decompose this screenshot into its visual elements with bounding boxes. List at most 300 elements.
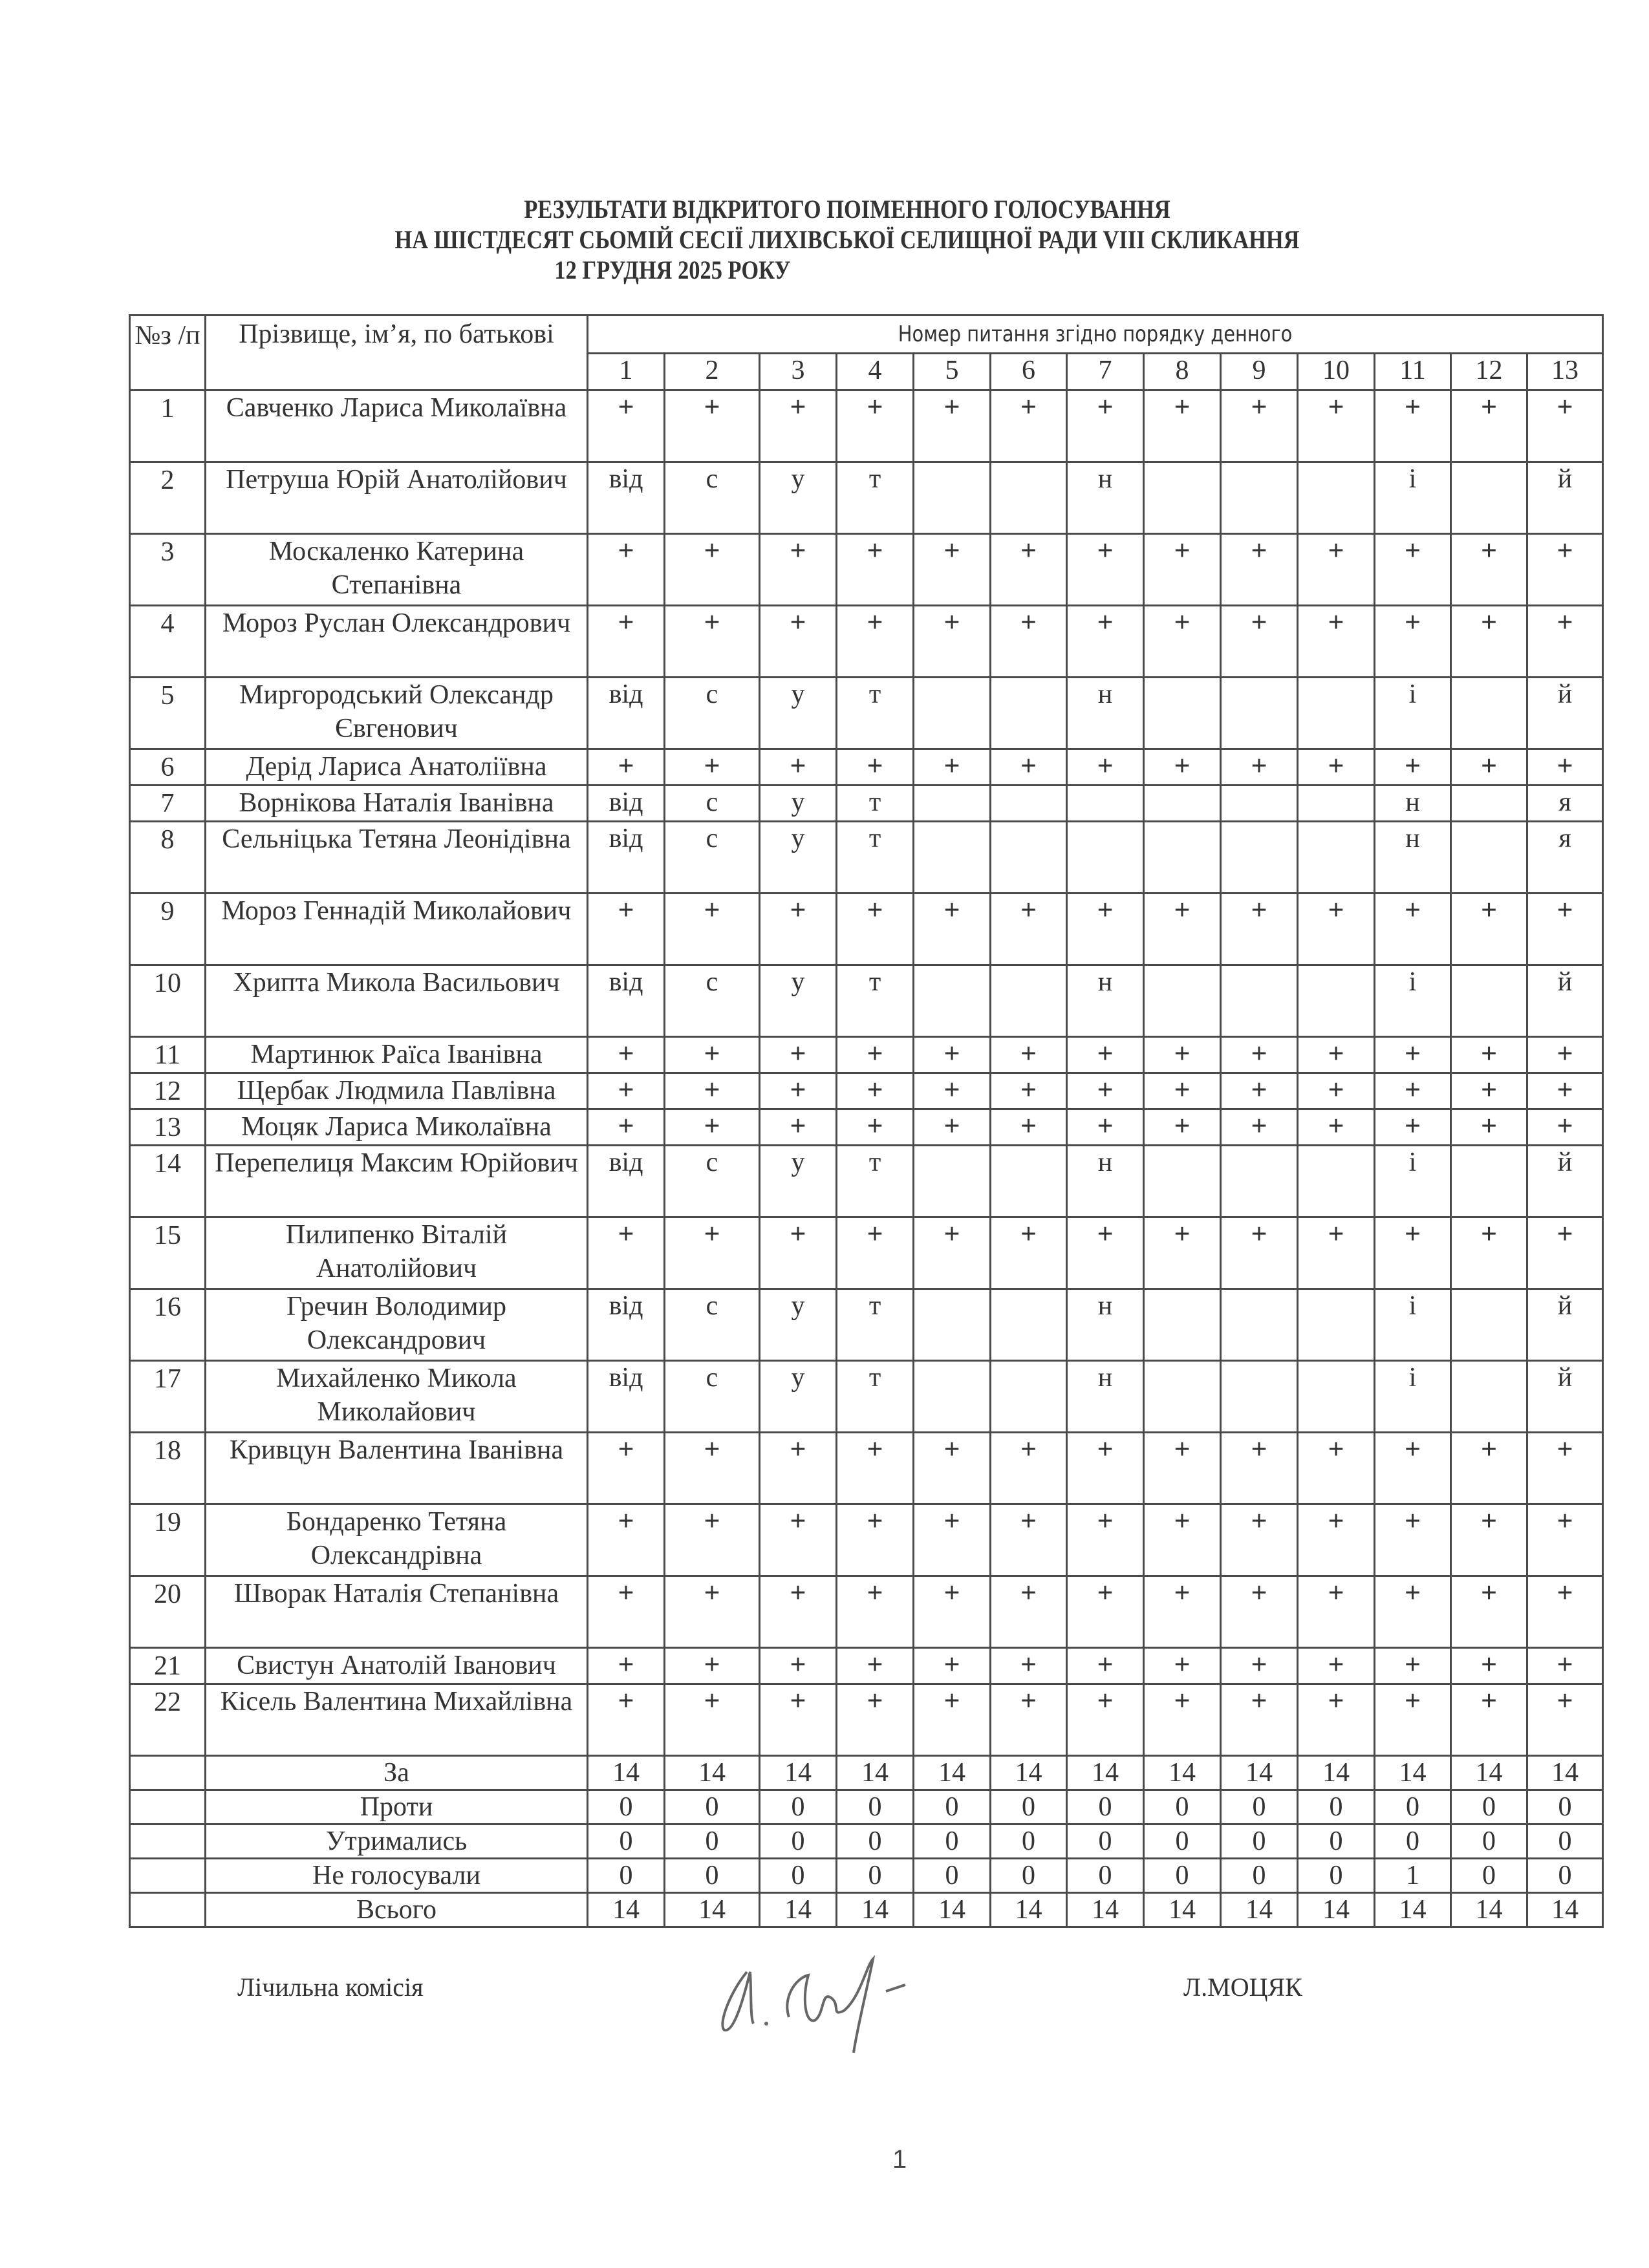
summary-value: 0 bbox=[588, 1824, 665, 1859]
vote-cell: + bbox=[665, 1073, 760, 1109]
table-row bbox=[130, 1073, 1603, 1109]
summary-value: 14 bbox=[837, 1893, 914, 1927]
vote-cell: й bbox=[1527, 965, 1603, 1037]
vote-cell: + bbox=[1298, 1576, 1375, 1648]
vote-cell bbox=[1144, 678, 1221, 749]
vote-cell: від bbox=[588, 786, 665, 822]
vote-cell: + bbox=[1375, 893, 1451, 965]
vote-cell: й bbox=[1527, 1361, 1603, 1433]
vote-cell bbox=[1067, 822, 1144, 893]
vote-cell: + bbox=[914, 534, 991, 606]
vote-cell bbox=[1221, 786, 1298, 822]
row-number: 10 bbox=[130, 965, 206, 1037]
vote-cell: + bbox=[1375, 1109, 1451, 1146]
member-name: Кривцун Валентина Іванівна bbox=[206, 1433, 588, 1504]
summary-value: 0 bbox=[760, 1790, 837, 1824]
vote-cell: + bbox=[760, 1073, 837, 1109]
vote-cell: + bbox=[837, 749, 914, 786]
vote-cell: т bbox=[837, 822, 914, 893]
vote-cell bbox=[1221, 1289, 1298, 1361]
vote-cell: + bbox=[991, 1504, 1067, 1576]
vote-cell bbox=[1451, 965, 1527, 1037]
vote-cell: + bbox=[1298, 1037, 1375, 1073]
vote-cell: с bbox=[665, 1289, 760, 1361]
vote-cell: т bbox=[837, 965, 914, 1037]
summary-value: 1 bbox=[1375, 1859, 1451, 1893]
vote-cell: + bbox=[991, 1576, 1067, 1648]
vote-cell bbox=[1298, 1361, 1375, 1433]
member-name: Мартинюк Раїса Іванівна bbox=[206, 1037, 588, 1073]
vote-cell: + bbox=[1375, 1684, 1451, 1756]
row-number: 17 bbox=[130, 1361, 206, 1433]
summary-empty-cell bbox=[130, 1893, 206, 1927]
summary-value: 14 bbox=[1527, 1893, 1603, 1927]
summary-value: 0 bbox=[1067, 1790, 1144, 1824]
vote-cell: + bbox=[914, 1684, 991, 1756]
vote-cell: + bbox=[837, 1217, 914, 1289]
vote-cell: + bbox=[760, 606, 837, 678]
member-name: Петруша Юрій Анатолійович bbox=[206, 462, 588, 534]
summary-value: 0 bbox=[588, 1859, 665, 1893]
vote-cell: + bbox=[1527, 1433, 1603, 1504]
vote-cell bbox=[914, 1361, 991, 1433]
row-number: 5 bbox=[130, 678, 206, 749]
vote-cell: + bbox=[1375, 1217, 1451, 1289]
summary-label: Всього bbox=[206, 1893, 588, 1927]
vote-cell: + bbox=[1067, 1684, 1144, 1756]
vote-cell bbox=[1067, 786, 1144, 822]
vote-cell bbox=[1451, 786, 1527, 822]
table-row bbox=[130, 1684, 1603, 1756]
document-date: 12 ГРУДНЯ 2025 РОКУ bbox=[554, 255, 791, 284]
vote-cell: + bbox=[1221, 1684, 1298, 1756]
summary-value: 14 bbox=[588, 1756, 665, 1790]
member-name: Мороз Руслан Олександрович bbox=[206, 606, 588, 678]
vote-cell: + bbox=[991, 1037, 1067, 1073]
vote-cell: у bbox=[760, 1289, 837, 1361]
vote-cell: + bbox=[837, 1504, 914, 1576]
vote-cell: + bbox=[588, 749, 665, 786]
vote-cell: + bbox=[914, 1648, 991, 1684]
vote-cell: від bbox=[588, 965, 665, 1037]
vote-cell: + bbox=[1527, 1217, 1603, 1289]
row-number: 14 bbox=[130, 1146, 206, 1217]
vote-cell: й bbox=[1527, 462, 1603, 534]
vote-cell: + bbox=[588, 534, 665, 606]
table-row bbox=[130, 893, 1603, 965]
table-row bbox=[130, 1361, 1603, 1433]
vote-cell: + bbox=[837, 1037, 914, 1073]
vote-cell bbox=[1144, 1146, 1221, 1217]
vote-cell: + bbox=[760, 893, 837, 965]
vote-cell bbox=[991, 1361, 1067, 1433]
vote-cell: + bbox=[1221, 390, 1298, 462]
vote-cell bbox=[1221, 462, 1298, 534]
header-full-name: Прізвище, ім’я, по батькові bbox=[206, 316, 588, 390]
vote-cell: + bbox=[665, 1684, 760, 1756]
member-name: Кісель Валентина Михайлівна bbox=[206, 1684, 588, 1756]
vote-cell: + bbox=[914, 1576, 991, 1648]
summary-value: 0 bbox=[1298, 1859, 1375, 1893]
vote-cell: я bbox=[1527, 822, 1603, 893]
vote-cell: + bbox=[760, 1433, 837, 1504]
vote-cell: + bbox=[588, 1684, 665, 1756]
vote-cell: + bbox=[1375, 1576, 1451, 1648]
row-number: 19 bbox=[130, 1504, 206, 1576]
vote-cell: від bbox=[588, 462, 665, 534]
vote-cell: + bbox=[1298, 1504, 1375, 1576]
vote-cell: + bbox=[837, 1684, 914, 1756]
vote-cell: + bbox=[1375, 1648, 1451, 1684]
vote-cell: + bbox=[588, 1648, 665, 1684]
vote-cell: + bbox=[1527, 749, 1603, 786]
vote-cell: + bbox=[1067, 390, 1144, 462]
vote-cell: + bbox=[665, 1037, 760, 1073]
vote-cell: + bbox=[1527, 1109, 1603, 1146]
vote-cell: н bbox=[1375, 822, 1451, 893]
member-name: Сельніцька Тетяна Леонідівна bbox=[206, 822, 588, 893]
vote-cell: + bbox=[991, 1684, 1067, 1756]
table-row bbox=[130, 1289, 1603, 1361]
vote-cell: + bbox=[588, 1217, 665, 1289]
vote-cell: + bbox=[1527, 1037, 1603, 1073]
vote-cell: т bbox=[837, 1361, 914, 1433]
summary-row bbox=[130, 1790, 1603, 1824]
question-number: 11 bbox=[1375, 354, 1451, 390]
document-title-line-2: НА ШІСТДЕСЯТ СЬОМІЙ СЕСІЇ ЛИХІВСЬКОЇ СЕЛИЩНОЇ РАДИ VIII СКЛИКАННЯ bbox=[394, 225, 1300, 254]
vote-cell bbox=[1298, 822, 1375, 893]
vote-cell: + bbox=[1527, 1504, 1603, 1576]
row-number: 12 bbox=[130, 1073, 206, 1109]
summary-empty-cell bbox=[130, 1790, 206, 1824]
vote-cell: н bbox=[1375, 786, 1451, 822]
vote-cell: + bbox=[1375, 1073, 1451, 1109]
summary-value: 0 bbox=[760, 1859, 837, 1893]
member-name: Москаленко Катерина Степанівна bbox=[206, 534, 588, 606]
counting-commission-label: Лічильна комісія bbox=[237, 1973, 424, 2002]
vote-cell bbox=[1221, 822, 1298, 893]
vote-cell: і bbox=[1375, 1361, 1451, 1433]
member-name: Бондаренко Тетяна Олександрівна bbox=[206, 1504, 588, 1576]
vote-cell bbox=[1451, 1361, 1527, 1433]
vote-cell bbox=[1451, 462, 1527, 534]
vote-cell: + bbox=[991, 1217, 1067, 1289]
vote-cell: + bbox=[914, 1037, 991, 1073]
summary-value: 0 bbox=[1067, 1859, 1144, 1893]
summary-value: 14 bbox=[1298, 1893, 1375, 1927]
summary-value: 0 bbox=[991, 1859, 1067, 1893]
summary-value: 0 bbox=[760, 1824, 837, 1859]
vote-cell bbox=[1144, 1289, 1221, 1361]
summary-value: 0 bbox=[1375, 1824, 1451, 1859]
summary-value: 0 bbox=[1451, 1859, 1527, 1893]
summary-value: 0 bbox=[837, 1790, 914, 1824]
vote-cell: + bbox=[1527, 534, 1603, 606]
vote-cell bbox=[1298, 462, 1375, 534]
member-name: Перепелиця Максим Юрійович bbox=[206, 1146, 588, 1217]
vote-cell: у bbox=[760, 965, 837, 1037]
question-number: 6 bbox=[991, 354, 1067, 390]
summary-value: 14 bbox=[991, 1756, 1067, 1790]
vote-cell: + bbox=[665, 1217, 760, 1289]
summary-value: 14 bbox=[1375, 1893, 1451, 1927]
vote-cell: + bbox=[1298, 606, 1375, 678]
vote-cell: + bbox=[1144, 1109, 1221, 1146]
vote-cell: + bbox=[760, 534, 837, 606]
vote-cell: + bbox=[837, 1576, 914, 1648]
vote-cell: + bbox=[1221, 1037, 1298, 1073]
vote-cell: т bbox=[837, 678, 914, 749]
vote-cell bbox=[1451, 822, 1527, 893]
summary-value: 14 bbox=[1221, 1893, 1298, 1927]
row-number: 4 bbox=[130, 606, 206, 678]
summary-value: 0 bbox=[665, 1790, 760, 1824]
vote-cell: + bbox=[665, 534, 760, 606]
header-agenda bbox=[588, 316, 1603, 354]
summary-value: 14 bbox=[914, 1756, 991, 1790]
table-row bbox=[130, 390, 1603, 462]
vote-cell: і bbox=[1375, 678, 1451, 749]
vote-cell: + bbox=[665, 1109, 760, 1146]
question-number: 7 bbox=[1067, 354, 1144, 390]
summary-row bbox=[130, 1824, 1603, 1859]
vote-cell: + bbox=[1451, 893, 1527, 965]
question-number: 2 bbox=[665, 354, 760, 390]
vote-cell bbox=[1144, 786, 1221, 822]
row-number: 9 bbox=[130, 893, 206, 965]
vote-cell: + bbox=[1144, 534, 1221, 606]
table-row bbox=[130, 534, 1603, 606]
vote-cell: + bbox=[1527, 1648, 1603, 1684]
vote-cell bbox=[1298, 1289, 1375, 1361]
vote-cell: від bbox=[588, 1361, 665, 1433]
vote-cell: + bbox=[1221, 893, 1298, 965]
vote-cell: + bbox=[914, 606, 991, 678]
vote-cell: + bbox=[665, 606, 760, 678]
vote-cell: + bbox=[1067, 1576, 1144, 1648]
vote-cell: + bbox=[1527, 893, 1603, 965]
vote-cell: у bbox=[760, 822, 837, 893]
vote-cell: + bbox=[588, 1576, 665, 1648]
vote-cell bbox=[1144, 462, 1221, 534]
vote-cell: + bbox=[1298, 749, 1375, 786]
vote-cell: + bbox=[760, 1217, 837, 1289]
summary-value: 0 bbox=[1527, 1790, 1603, 1824]
vote-cell: + bbox=[1451, 1433, 1527, 1504]
summary-value: 0 bbox=[914, 1790, 991, 1824]
summary-value: 0 bbox=[1451, 1790, 1527, 1824]
vote-cell: + bbox=[760, 1037, 837, 1073]
vote-cell: + bbox=[1221, 749, 1298, 786]
vote-cell: у bbox=[760, 462, 837, 534]
vote-cell: + bbox=[760, 390, 837, 462]
summary-value: 0 bbox=[1144, 1824, 1221, 1859]
summary-label: За bbox=[206, 1756, 588, 1790]
vote-cell: + bbox=[760, 1109, 837, 1146]
vote-cell: + bbox=[1527, 1684, 1603, 1756]
row-number: 6 bbox=[130, 749, 206, 786]
signature-icon bbox=[711, 1952, 983, 2056]
vote-cell: + bbox=[1298, 390, 1375, 462]
vote-cell: + bbox=[914, 1433, 991, 1504]
summary-row bbox=[130, 1893, 1603, 1927]
vote-cell: + bbox=[1221, 1217, 1298, 1289]
summary-value: 14 bbox=[837, 1756, 914, 1790]
vote-cell: від bbox=[588, 1146, 665, 1217]
summary-value: 14 bbox=[991, 1893, 1067, 1927]
vote-cell: + bbox=[1144, 1433, 1221, 1504]
vote-cell: + bbox=[1144, 1037, 1221, 1073]
table-row bbox=[130, 786, 1603, 822]
row-number: 13 bbox=[130, 1109, 206, 1146]
summary-value: 0 bbox=[991, 1790, 1067, 1824]
vote-cell: + bbox=[588, 1073, 665, 1109]
vote-cell: + bbox=[991, 749, 1067, 786]
vote-cell: + bbox=[1144, 606, 1221, 678]
member-name: Свистун Анатолій Іванович bbox=[206, 1648, 588, 1684]
row-number: 20 bbox=[130, 1576, 206, 1648]
vote-cell: с bbox=[665, 462, 760, 534]
vote-cell: + bbox=[1144, 390, 1221, 462]
row-number: 18 bbox=[130, 1433, 206, 1504]
vote-cell: й bbox=[1527, 1289, 1603, 1361]
vote-cell bbox=[1298, 678, 1375, 749]
vote-cell: + bbox=[1298, 1109, 1375, 1146]
table-row bbox=[130, 1217, 1603, 1289]
summary-value: 14 bbox=[914, 1893, 991, 1927]
vote-cell: + bbox=[991, 1648, 1067, 1684]
vote-cell: + bbox=[588, 1504, 665, 1576]
vote-cell: + bbox=[1451, 1037, 1527, 1073]
vote-cell bbox=[991, 822, 1067, 893]
summary-value: 0 bbox=[1221, 1859, 1298, 1893]
vote-cell: + bbox=[1375, 1433, 1451, 1504]
question-number: 13 bbox=[1527, 354, 1603, 390]
question-number: 10 bbox=[1298, 354, 1375, 390]
vote-cell bbox=[1221, 965, 1298, 1037]
vote-cell bbox=[1144, 822, 1221, 893]
vote-cell: + bbox=[1451, 1073, 1527, 1109]
vote-cell: + bbox=[1067, 1504, 1144, 1576]
member-name: Миргородський Олександр Євгенович bbox=[206, 678, 588, 749]
table-row bbox=[130, 965, 1603, 1037]
row-number: 7 bbox=[130, 786, 206, 822]
vote-cell bbox=[1451, 1289, 1527, 1361]
vote-cell bbox=[991, 1289, 1067, 1361]
vote-cell: від bbox=[588, 1289, 665, 1361]
vote-cell bbox=[914, 822, 991, 893]
summary-value: 14 bbox=[588, 1893, 665, 1927]
vote-cell: + bbox=[588, 390, 665, 462]
vote-cell bbox=[1221, 678, 1298, 749]
row-number: 1 bbox=[130, 390, 206, 462]
vote-cell: + bbox=[837, 893, 914, 965]
summary-value: 0 bbox=[1221, 1790, 1298, 1824]
vote-cell: + bbox=[1067, 606, 1144, 678]
vote-cell: + bbox=[665, 749, 760, 786]
vote-cell bbox=[1221, 1146, 1298, 1217]
vote-cell: + bbox=[1298, 1073, 1375, 1109]
vote-cell: + bbox=[588, 606, 665, 678]
member-name: Дерід Лариса Анатоліївна bbox=[206, 749, 588, 786]
vote-cell: + bbox=[1451, 1217, 1527, 1289]
summary-value: 0 bbox=[665, 1859, 760, 1893]
summary-row bbox=[130, 1756, 1603, 1790]
vote-cell: + bbox=[914, 1217, 991, 1289]
table-row bbox=[130, 822, 1603, 893]
vote-cell bbox=[1144, 965, 1221, 1037]
summary-value: 0 bbox=[1221, 1824, 1298, 1859]
summary-value: 0 bbox=[914, 1824, 991, 1859]
vote-cell: + bbox=[991, 1109, 1067, 1146]
vote-cell: + bbox=[1451, 606, 1527, 678]
summary-value: 0 bbox=[1527, 1859, 1603, 1893]
member-name: Савченко Лариса Миколаївна bbox=[206, 390, 588, 462]
summary-value: 14 bbox=[1221, 1756, 1298, 1790]
row-number: 16 bbox=[130, 1289, 206, 1361]
vote-cell: с bbox=[665, 786, 760, 822]
vote-cell: н bbox=[1067, 1289, 1144, 1361]
vote-cell: + bbox=[1375, 534, 1451, 606]
summary-value: 14 bbox=[1144, 1893, 1221, 1927]
vote-cell: + bbox=[914, 390, 991, 462]
vote-cell: у bbox=[760, 678, 837, 749]
member-name: Ворнікова Наталія Іванівна bbox=[206, 786, 588, 822]
vote-cell: + bbox=[991, 390, 1067, 462]
summary-value: 0 bbox=[1067, 1824, 1144, 1859]
row-number: 21 bbox=[130, 1648, 206, 1684]
summary-value: 14 bbox=[665, 1893, 760, 1927]
summary-label: Проти bbox=[206, 1790, 588, 1824]
member-name: Шворак Наталія Степанівна bbox=[206, 1576, 588, 1648]
vote-cell: + bbox=[1144, 1576, 1221, 1648]
vote-cell: я bbox=[1527, 786, 1603, 822]
vote-cell: й bbox=[1527, 1146, 1603, 1217]
vote-cell: т bbox=[837, 1146, 914, 1217]
vote-cell: + bbox=[991, 1073, 1067, 1109]
signatory-name: Л.МОЦЯК bbox=[1183, 1973, 1302, 2002]
vote-cell: + bbox=[1527, 390, 1603, 462]
vote-cell: + bbox=[665, 893, 760, 965]
vote-cell: н bbox=[1067, 678, 1144, 749]
question-number: 5 bbox=[914, 354, 991, 390]
member-name: Моцяк Лариса Миколаївна bbox=[206, 1109, 588, 1146]
vote-cell: + bbox=[1451, 534, 1527, 606]
vote-cell: + bbox=[665, 390, 760, 462]
summary-value: 0 bbox=[837, 1859, 914, 1893]
member-name: Пилипенко Віталій Анатолійович bbox=[206, 1217, 588, 1289]
question-number: 8 bbox=[1144, 354, 1221, 390]
vote-cell: + bbox=[1221, 534, 1298, 606]
summary-value: 0 bbox=[991, 1824, 1067, 1859]
summary-value: 14 bbox=[760, 1756, 837, 1790]
vote-cell: + bbox=[760, 749, 837, 786]
vote-cell bbox=[914, 965, 991, 1037]
vote-cell: + bbox=[1221, 1648, 1298, 1684]
vote-cell: + bbox=[837, 1648, 914, 1684]
summary-empty-cell bbox=[130, 1824, 206, 1859]
vote-cell bbox=[1221, 1361, 1298, 1433]
vote-cell: + bbox=[991, 534, 1067, 606]
vote-cell: + bbox=[1527, 1073, 1603, 1109]
question-number: 4 bbox=[837, 354, 914, 390]
row-number: 3 bbox=[130, 534, 206, 606]
vote-cell: + bbox=[1298, 534, 1375, 606]
member-name: Щербак Людмила Павлівна bbox=[206, 1073, 588, 1109]
vote-cell: + bbox=[837, 390, 914, 462]
vote-cell: + bbox=[1221, 606, 1298, 678]
header-agenda-label: Номер питання згідно порядку денного bbox=[898, 321, 1293, 347]
